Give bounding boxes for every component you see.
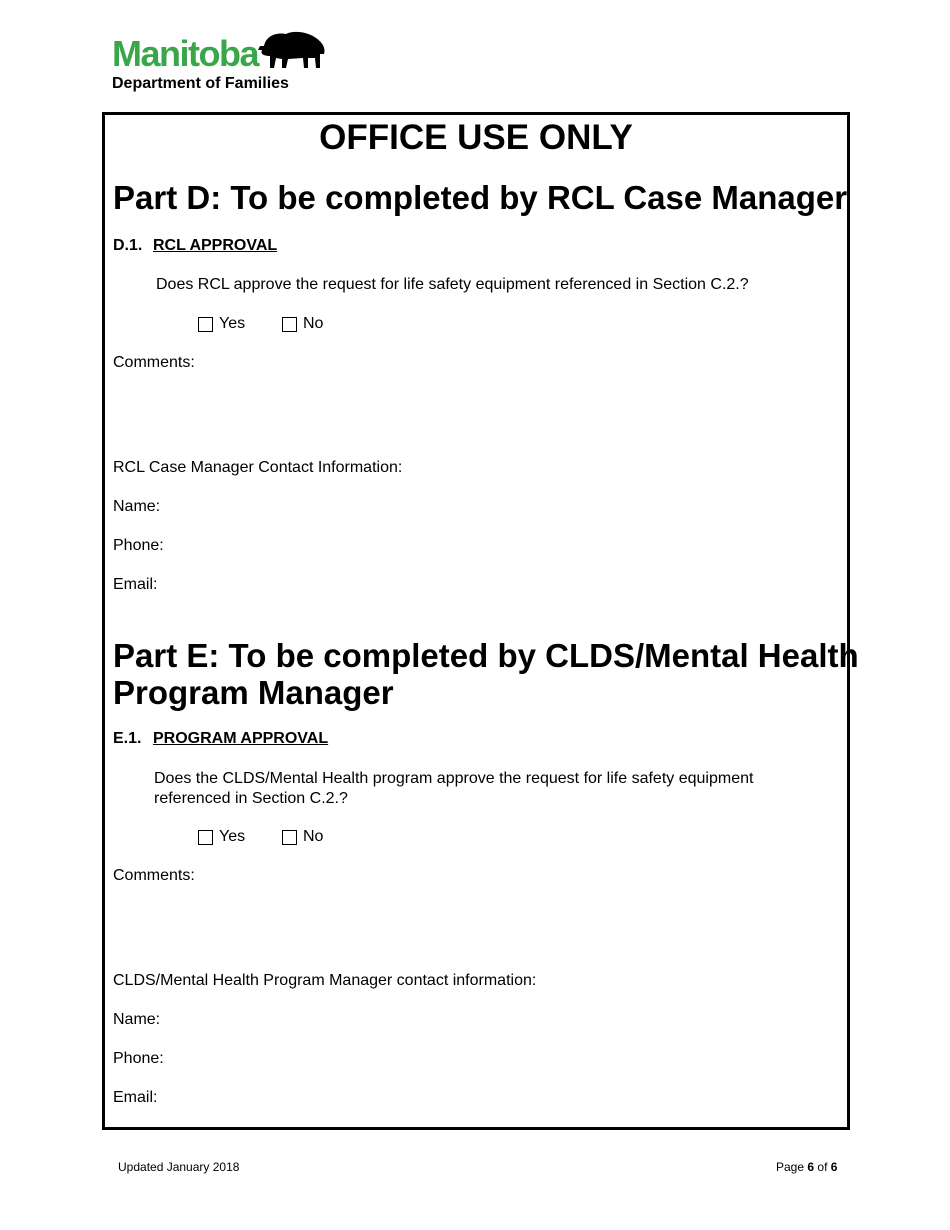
part-d-yes-label: Yes — [219, 315, 246, 332]
office-use-banner: OFFICE USE ONLY — [319, 118, 633, 157]
page-of: of — [817, 1160, 828, 1174]
part-e-no-checkbox[interactable] — [282, 830, 297, 845]
logo-wordmark: Manitoba — [112, 33, 258, 74]
page-total: 6 — [830, 1160, 838, 1174]
footer-updated: Updated January 2018 — [118, 1160, 240, 1174]
section-d1-heading — [113, 236, 277, 256]
page-current: 6 — [807, 1160, 815, 1174]
page-prefix: Page — [776, 1160, 805, 1174]
part-d-name-label: Name: — [113, 498, 161, 515]
section-e1-number: E.1. — [113, 730, 142, 747]
part-d-no-label: No — [303, 315, 324, 332]
part-d-question: Does RCL approve the request for life safety equipment referenced in Section C.2.? — [156, 276, 749, 293]
page-number — [776, 1160, 837, 1174]
part-e-phone-label: Phone: — [113, 1050, 164, 1067]
part-d-comments-label: Comments: — [113, 354, 195, 371]
part-e-title-line1: Part E: To be completed by CLDS/Mental Health — [113, 637, 859, 674]
part-e-no-option[interactable] — [282, 827, 323, 847]
part-e-yes-option[interactable] — [198, 827, 245, 847]
manitoba-logo — [112, 26, 332, 96]
part-e-no-label: No — [303, 828, 324, 845]
part-d-no-option[interactable] — [282, 314, 323, 334]
section-d1-number: D.1. — [113, 237, 143, 254]
part-d-title: Part D: To be completed by RCL Case Manager — [113, 179, 848, 216]
section-d1-title: RCL APPROVAL — [153, 237, 278, 254]
part-d-phone-label: Phone: — [113, 537, 164, 554]
section-e1-title: PROGRAM APPROVAL — [153, 730, 329, 747]
part-e-contact-heading: CLDS/Mental Health Program Manager contact information: — [113, 972, 537, 989]
part-e-email-label: Email: — [113, 1089, 158, 1106]
part-e-question: Does the CLDS/Mental Health program approve the request for life safety equipment referenced in Section C.2.? — [154, 770, 754, 807]
section-e1-heading — [113, 729, 328, 749]
office-use-frame — [102, 112, 859, 1130]
part-d-contact-heading: RCL Case Manager Contact Information: — [113, 459, 403, 476]
part-e-yes-checkbox[interactable] — [198, 830, 213, 845]
part-e-comments-label: Comments: — [113, 867, 195, 884]
part-e-name-label: Name: — [113, 1011, 161, 1028]
bison-icon — [258, 28, 328, 72]
part-d-yes-option[interactable] — [198, 314, 245, 334]
department-name: Department of Families — [112, 75, 289, 92]
part-d-email-label: Email: — [113, 576, 158, 593]
part-d-yes-checkbox[interactable] — [198, 317, 213, 332]
part-e-title-line2: Program Manager — [113, 674, 394, 711]
part-e-yes-label: Yes — [219, 828, 246, 845]
part-d-no-checkbox[interactable] — [282, 317, 297, 332]
